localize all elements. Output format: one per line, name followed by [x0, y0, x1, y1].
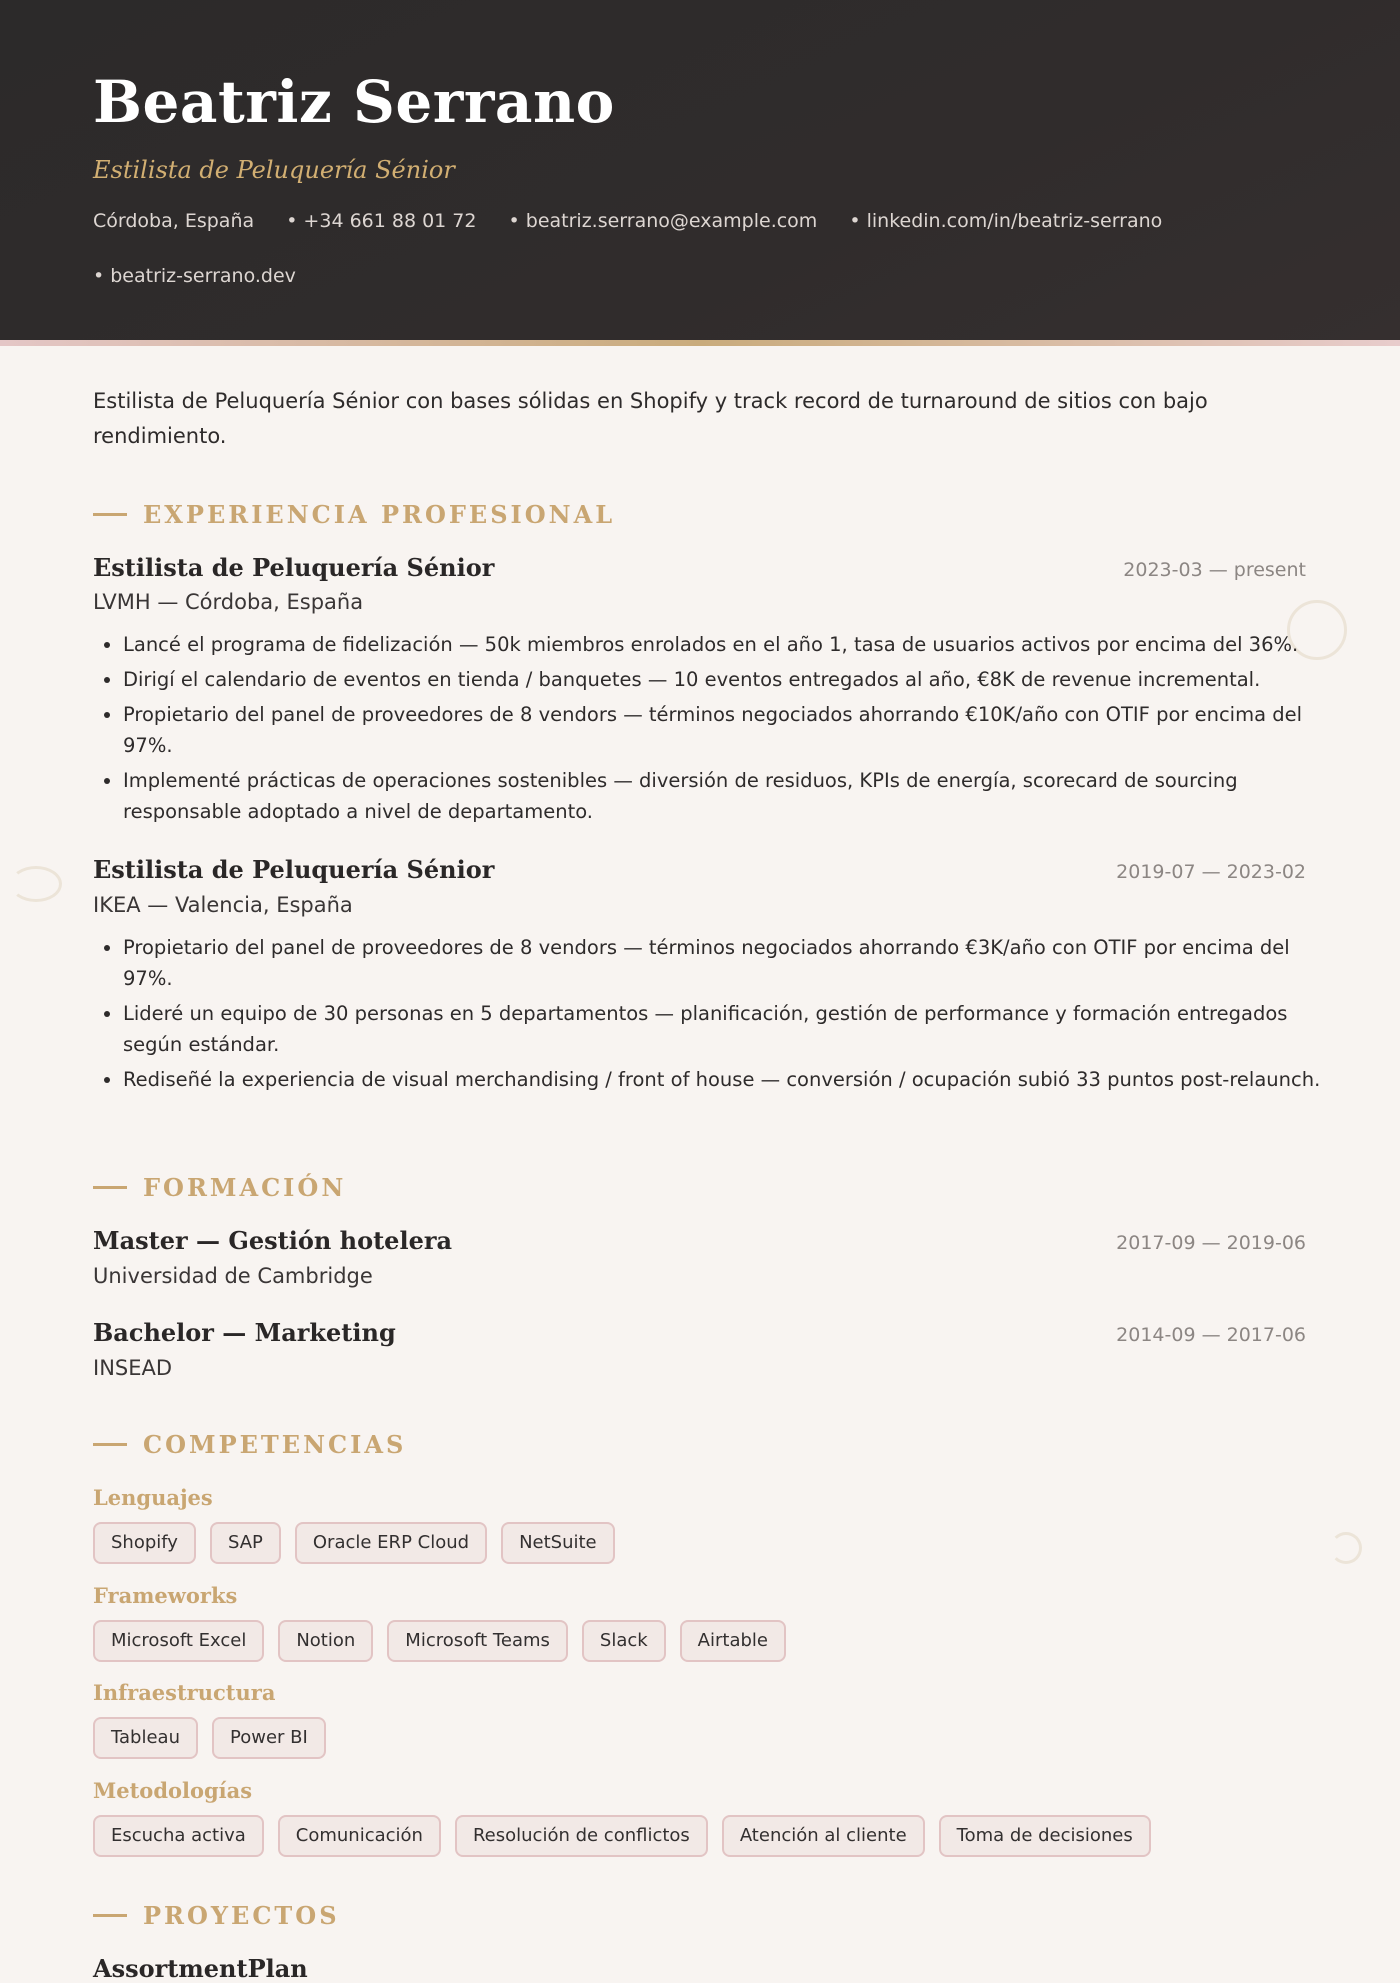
candidate-name: Beatriz Serrano — [93, 68, 615, 136]
section-dash — [93, 1186, 127, 1189]
list-item: • Implementé prácticas de operaciones sostenibles — diversión de residuos, KPIs de energía, scorecard de sourcing responsable adoptado a nivel de departamento. — [123, 765, 1341, 827]
degree-date: 2017-09 — 2019-06 — [1116, 1232, 1306, 1254]
section-label: PROYECTOS — [143, 1900, 340, 1930]
skill-category: Lenguajes — [93, 1485, 213, 1510]
contact-email[interactable]: • beatriz.serrano@example.com — [508, 210, 818, 232]
decorative-circle — [1330, 1532, 1362, 1564]
project-title: AssortmentPlan — [93, 1954, 308, 1983]
skill-chip: NetSuite — [501, 1522, 615, 1564]
contact-website[interactable]: • beatriz-serrano.dev — [93, 265, 296, 287]
section-title-education — [93, 1172, 346, 1202]
skill-chip: Escucha activa — [93, 1815, 264, 1857]
list-item: • Lideré un equipo de 30 personas en 5 departamentos — planificación, gestión de performance y formación entregados según estándar. — [123, 998, 1341, 1060]
section-dash — [93, 1443, 127, 1446]
skill-chip: Power BI — [212, 1717, 326, 1759]
profile-summary: Estilista de Peluquería Sénior con bases sólidas en Shopify y track record de turnaround de sitios con bajo rendimiento. — [93, 389, 1208, 448]
list-item: • Rediseñé la experiencia de visual merchandising / front of house — conversión / ocupación subió 33 puntos post-relaunch. — [123, 1064, 1341, 1095]
resume-header — [0, 0, 1400, 340]
skill-category: Metodologías — [93, 1778, 253, 1803]
skill-category: Infraestructura — [93, 1680, 276, 1705]
skill-chips — [93, 1620, 786, 1662]
job-bullets — [93, 629, 1341, 831]
job-title: Estilista de Peluquería Sénior — [93, 855, 495, 884]
section-label: EXPERIENCIA PROFESIONAL — [143, 499, 616, 529]
section-title-projects — [93, 1900, 340, 1930]
section-label: FORMACIÓN — [143, 1172, 347, 1202]
contact-row-2 — [93, 265, 296, 287]
header-divider — [0, 340, 1400, 346]
skill-chip: Comunicación — [278, 1815, 441, 1857]
contact-row — [93, 210, 1162, 232]
section-title-experience — [93, 499, 615, 529]
contact-linkedin[interactable]: • linkedin.com/in/beatriz-serrano — [849, 210, 1163, 232]
section-label: COMPETENCIAS — [143, 1429, 407, 1459]
list-item: • Propietario del panel de proveedores de 8 vendors — términos negociados ahorrando €10K/año con OTIF por encima del 97%. — [123, 699, 1341, 761]
candidate-role: Estilista de Peluquería Sénior — [93, 156, 455, 184]
section-dash — [93, 513, 127, 516]
degree-title: Bachelor — Marketing — [93, 1318, 396, 1347]
degree-school: Universidad de Cambridge — [93, 1264, 373, 1288]
skill-chip: Atención al cliente — [722, 1815, 925, 1857]
skill-chip: Toma de decisiones — [939, 1815, 1151, 1857]
skill-chip: Airtable — [680, 1620, 786, 1662]
skill-chip: Shopify — [93, 1522, 196, 1564]
skill-chip: Slack — [582, 1620, 666, 1662]
list-item: • Dirigí el calendario de eventos en tienda / banquetes — 10 eventos entregados al año, €8K de revenue incremental. — [123, 664, 1341, 695]
skill-chips — [93, 1717, 326, 1759]
skill-chip: Microsoft Teams — [387, 1620, 568, 1662]
decorative-circle — [10, 866, 62, 902]
job-date: 2023-03 — present — [1123, 559, 1306, 581]
skill-chip: Notion — [278, 1620, 373, 1662]
job-bullets — [93, 932, 1341, 1099]
job-company: LVMH — Córdoba, España — [93, 590, 364, 614]
job-date: 2019-07 — 2023-02 — [1116, 861, 1306, 883]
skill-chip: Resolución de conflictos — [455, 1815, 708, 1857]
degree-school: INSEAD — [93, 1356, 173, 1380]
job-company: IKEA — Valencia, España — [93, 893, 353, 917]
skill-chip: SAP — [210, 1522, 281, 1564]
list-item: • Propietario del panel de proveedores de 8 vendors — términos negociados ahorrando €3K/año con OTIF por encima del 97%. — [123, 932, 1341, 994]
section-dash — [93, 1914, 127, 1917]
job-title: Estilista de Peluquería Sénior — [93, 553, 495, 582]
skill-chip: Tableau — [93, 1717, 198, 1759]
skill-chip: Oracle ERP Cloud — [295, 1522, 487, 1564]
skill-category: Frameworks — [93, 1583, 238, 1608]
contact-phone[interactable]: • +34 661 88 01 72 — [286, 210, 477, 232]
section-title-skills — [93, 1429, 406, 1459]
degree-title: Master — Gestión hotelera — [93, 1226, 453, 1255]
skill-chips — [93, 1522, 615, 1564]
skill-chip: Microsoft Excel — [93, 1620, 264, 1662]
degree-date: 2014-09 — 2017-06 — [1116, 1324, 1306, 1346]
contact-location: Córdoba, España — [93, 210, 255, 232]
list-item: • Lancé el programa de fidelización — 50k miembros enrolados en el año 1, tasa de usuarios activos por encima del 36%. — [123, 629, 1341, 660]
skill-chips — [93, 1815, 1151, 1857]
